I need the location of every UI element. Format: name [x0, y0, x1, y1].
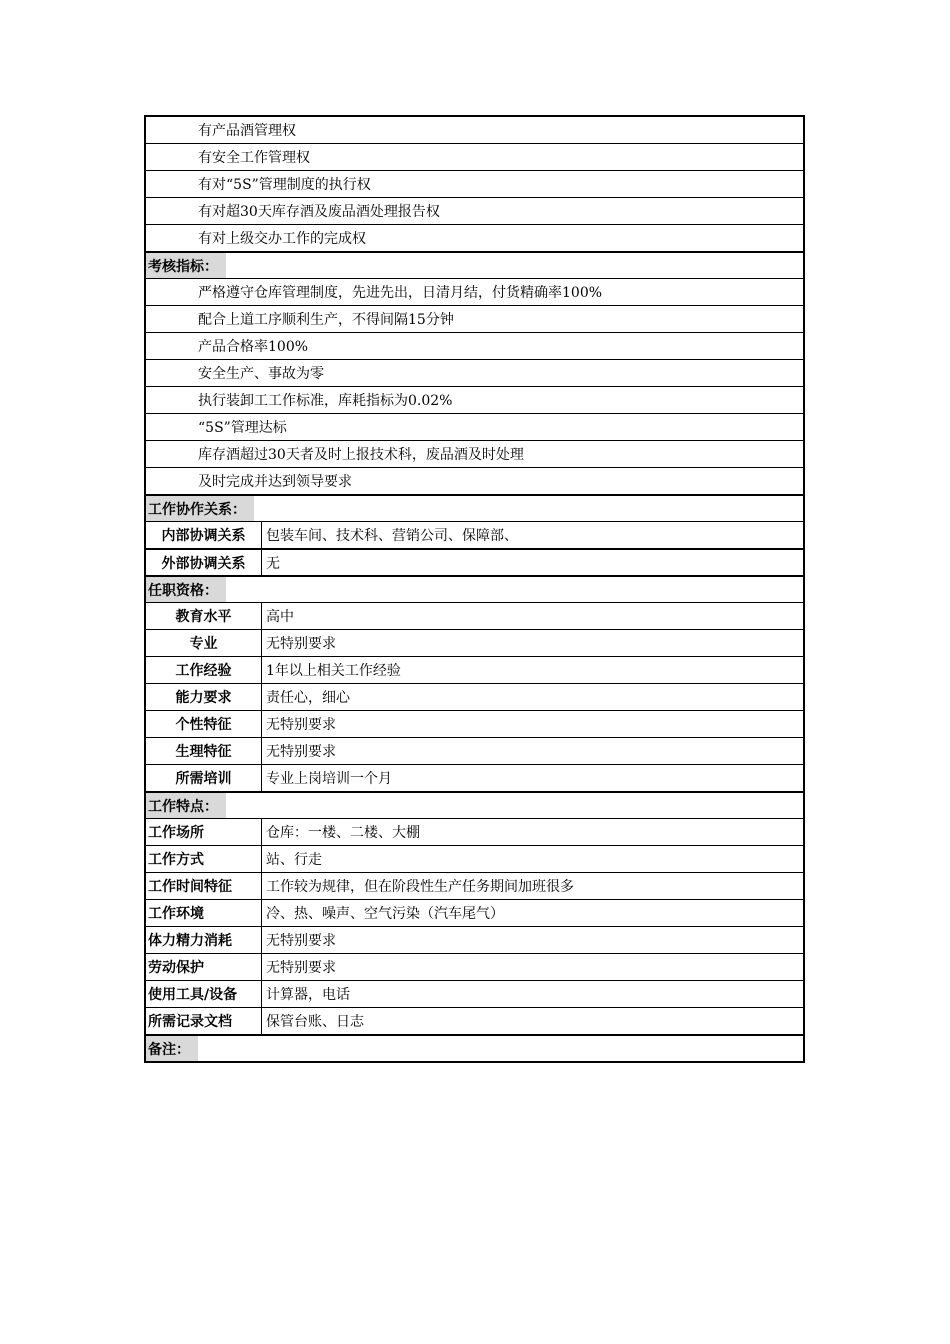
kpi-row	[146, 278, 803, 305]
feature-label: 所需记录文档	[146, 1008, 262, 1034]
kpi-row	[146, 467, 803, 494]
authority-row	[146, 224, 803, 251]
kpi-row	[146, 413, 803, 440]
internal-coordination-label: 内部协调关系	[146, 522, 262, 548]
kpi-item: 库存酒超过30天者及时上报技术科，废品酒及时处理	[198, 447, 524, 463]
qualification-label: 专业	[146, 630, 262, 656]
qualification-value: 责任心，细心	[266, 690, 350, 706]
qualification-label: 工作经验	[146, 657, 262, 683]
job-description-table	[144, 115, 805, 1063]
qualification-value: 高中	[266, 609, 294, 625]
internal-coordination-row	[146, 521, 803, 548]
qualification-row	[146, 683, 803, 710]
feature-label: 工作时间特征	[146, 873, 262, 899]
authority-item: 有对上级交办工作的完成权	[198, 231, 366, 247]
qualification-value: 无特别要求	[266, 717, 336, 733]
features-header-row	[146, 791, 803, 818]
external-coordination-value: 无	[266, 555, 280, 572]
feature-label: 使用工具/设备	[146, 981, 262, 1007]
qualification-label: 所需培训	[146, 765, 262, 791]
kpi-item: “5S”管理达标	[198, 420, 287, 436]
qualification-section-title: 任职资格：	[146, 577, 226, 602]
kpi-item: 严格遵守仓库管理制度，先进先出，日清月结，付货精确率100%	[198, 285, 603, 301]
feature-row	[146, 1007, 803, 1034]
qualification-value: 专业上岗培训一个月	[266, 771, 392, 787]
kpi-item: 产品合格率100%	[198, 339, 309, 355]
feature-label: 劳动保护	[146, 954, 262, 980]
kpi-row	[146, 440, 803, 467]
feature-value: 无特别要求	[266, 960, 336, 976]
authority-row	[146, 197, 803, 224]
external-coordination-row	[146, 548, 803, 575]
feature-row	[146, 953, 803, 980]
authority-item: 有安全工作管理权	[198, 150, 310, 166]
kpi-row	[146, 305, 803, 332]
feature-label: 工作方式	[146, 846, 262, 872]
cooperation-header-row	[146, 494, 803, 521]
feature-value: 无特别要求	[266, 933, 336, 949]
feature-label: 工作环境	[146, 900, 262, 926]
qualification-row	[146, 602, 803, 629]
kpi-item: 安全生产、事故为零	[198, 366, 324, 382]
kpi-item: 执行装卸工工作标准，库耗指标为0.02%	[198, 393, 453, 409]
kpi-section-title: 考核指标：	[146, 253, 226, 278]
remarks-title: 备注：	[146, 1036, 198, 1061]
kpi-item: 配合上道工序顺利生产，不得间隔15分钟	[198, 312, 454, 328]
qualification-row	[146, 656, 803, 683]
feature-label: 工作场所	[146, 819, 262, 845]
cooperation-section-title: 工作协作关系：	[146, 496, 254, 521]
feature-row	[146, 980, 803, 1007]
remarks-row	[146, 1034, 803, 1061]
qualification-label: 生理特征	[146, 738, 262, 764]
feature-row	[146, 899, 803, 926]
kpi-row	[146, 386, 803, 413]
qualification-label: 教育水平	[146, 603, 262, 629]
authority-item: 有对超30天库存酒及废品酒处理报告权	[198, 204, 440, 220]
feature-row	[146, 926, 803, 953]
internal-coordination-value: 包装车间、技术科、营销公司、保障部、	[266, 528, 518, 544]
authority-row	[146, 117, 803, 143]
external-coordination-label: 外部协调关系	[146, 550, 262, 575]
authority-item: 有对“5S”管理制度的执行权	[198, 177, 371, 193]
feature-value: 站、行走	[266, 852, 322, 868]
features-section-title: 工作特点：	[146, 793, 226, 818]
feature-value: 冷、热、噪声、空气污染（汽车尾气）	[266, 906, 504, 922]
qualification-label: 能力要求	[146, 684, 262, 710]
kpi-header-row	[146, 251, 803, 278]
authority-item: 有产品酒管理权	[198, 123, 296, 139]
feature-row	[146, 845, 803, 872]
feature-row	[146, 818, 803, 845]
feature-value: 计算器，电话	[266, 987, 350, 1003]
kpi-item: 及时完成并达到领导要求	[198, 474, 352, 490]
feature-value: 工作较为规律，但在阶段性生产任务期间加班很多	[266, 879, 574, 895]
qualification-value: 无特别要求	[266, 744, 336, 760]
qualification-label: 个性特征	[146, 711, 262, 737]
authority-row	[146, 170, 803, 197]
qualification-header-row	[146, 575, 803, 602]
qualification-row	[146, 737, 803, 764]
qualification-row	[146, 710, 803, 737]
kpi-row	[146, 359, 803, 386]
qualification-row	[146, 629, 803, 656]
kpi-row	[146, 332, 803, 359]
feature-value: 仓库：一楼、二楼、大棚	[266, 825, 420, 841]
feature-value: 保管台账、日志	[266, 1014, 364, 1030]
authority-row	[146, 143, 803, 170]
qualification-value: 1年以上相关工作经验	[266, 663, 401, 679]
feature-row	[146, 872, 803, 899]
feature-label: 体力精力消耗	[146, 927, 262, 953]
qualification-row	[146, 764, 803, 791]
qualification-value: 无特别要求	[266, 636, 336, 652]
